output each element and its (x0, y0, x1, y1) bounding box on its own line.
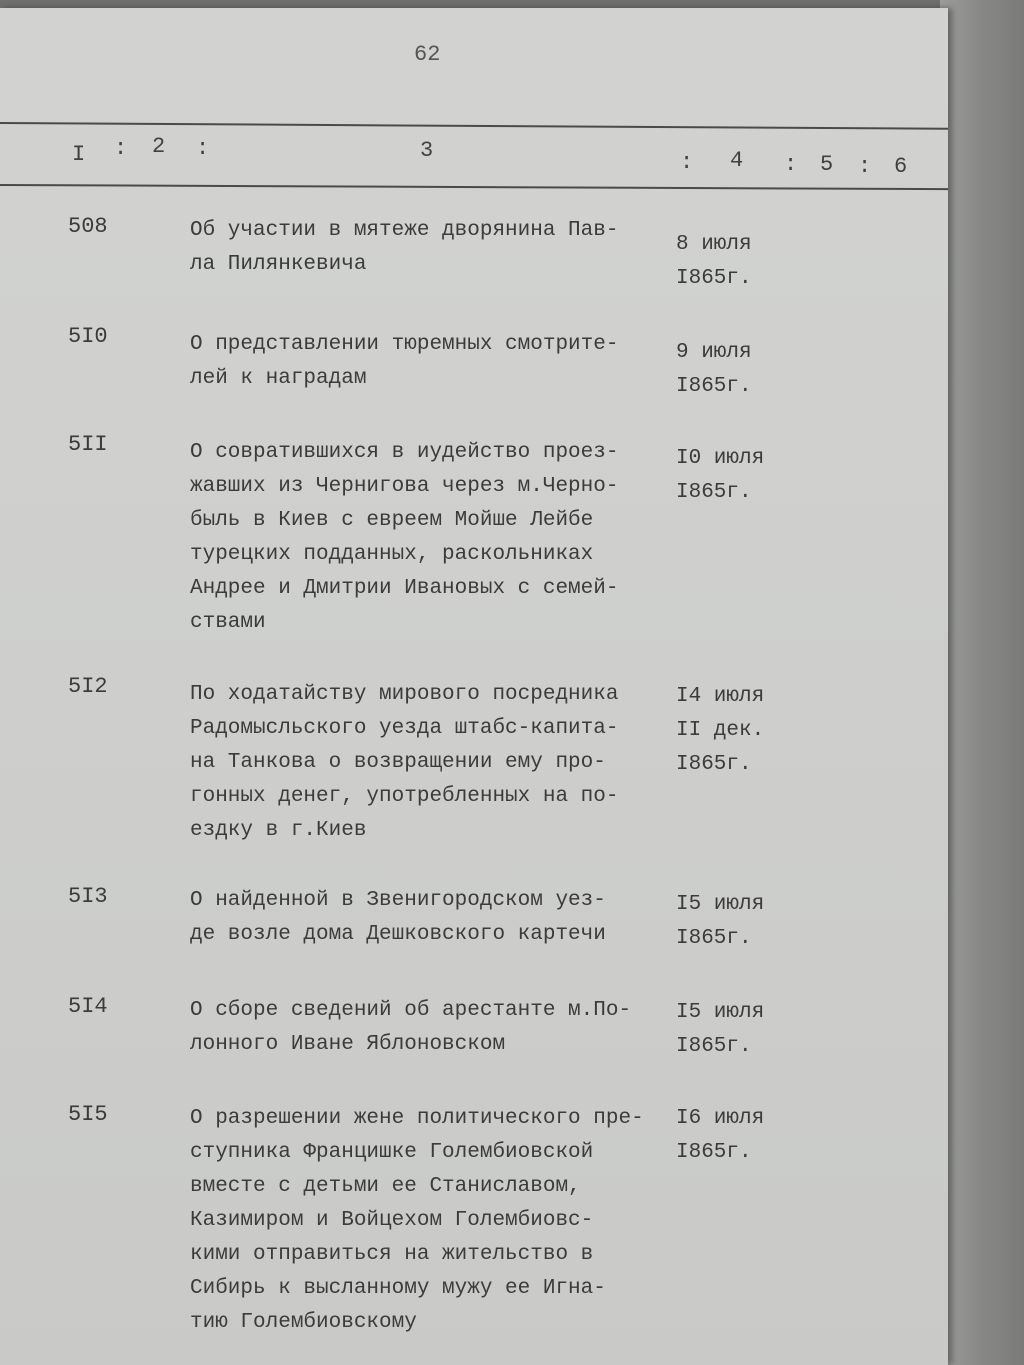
entry-number: 508 (68, 214, 108, 239)
column-separator: : (196, 136, 210, 161)
description-line: О найденной в Звенигородском уез- (190, 889, 606, 912)
entry-description (190, 678, 665, 848)
underlying-page-edge (940, 0, 1024, 1365)
column-header-2: 2 (152, 134, 166, 159)
column-separator: : (114, 136, 128, 161)
description-line: ствами (190, 611, 266, 634)
column-header-3: 3 (420, 138, 434, 163)
column-separator: : (680, 150, 694, 175)
entry-description (190, 1102, 665, 1340)
entry-number: 5I4 (68, 994, 108, 1019)
date-line: II дек. (676, 719, 765, 742)
entry-date (676, 996, 786, 1064)
date-line: I865г. (676, 1035, 752, 1058)
description-line: ла Пилянкевича (190, 253, 367, 276)
column-separator: : (784, 152, 798, 177)
description-line: О совратившихся в иудейство проез- (190, 441, 619, 464)
description-line: де возле дома Дешковского картечи (190, 923, 606, 946)
date-line: 8 июля (676, 233, 752, 256)
column-header-4: 4 (730, 148, 744, 173)
date-line: I0 июля (676, 447, 765, 470)
description-line: вместе с детьми ее Станиславом, (190, 1175, 581, 1198)
page-number: 62 (414, 42, 441, 67)
description-line: По ходатайству мирового посредника (190, 683, 619, 706)
description-line: жавших из Чернигова через м.Черно- (190, 475, 619, 498)
entry-number: 5I2 (68, 674, 108, 699)
description-line: быль в Киев с евреем Мойше Лейбе (190, 509, 594, 532)
description-line: О сборе сведений об арестанте м.По- (190, 999, 632, 1022)
description-line: лей к наградам (190, 367, 367, 390)
description-line: ездку в г.Киев (190, 819, 367, 842)
description-line: О разрешении жене политического пре- (190, 1107, 644, 1130)
description-line: гонных денег, употребленных на по- (190, 785, 619, 808)
description-line: на Танкова о возвращении ему про- (190, 751, 606, 774)
column-header-5: 5 (820, 152, 834, 177)
date-line: I865г. (676, 375, 752, 398)
column-separator: : (858, 154, 872, 179)
description-line: кими отправиться на жительство в (190, 1243, 594, 1266)
description-line: Казимиром и Войцехом Голембиовс- (190, 1209, 594, 1232)
date-line: I865г. (676, 481, 752, 504)
entry-number: 5I3 (68, 884, 108, 909)
date-line: I865г. (676, 753, 752, 776)
column-header-1: I (72, 142, 86, 167)
description-line: турецких подданных, раскольниках (190, 543, 594, 566)
entry-date (676, 336, 786, 404)
date-line: I865г. (676, 927, 752, 950)
date-line: I865г. (676, 267, 752, 290)
entry-description (190, 994, 665, 1062)
description-line: тию Голембиовскому (190, 1311, 417, 1334)
description-line: Радомысльского уезда штабс-капита- (190, 717, 619, 740)
entry-description (190, 328, 665, 396)
date-line: I6 июля (676, 1107, 765, 1130)
entry-date (676, 888, 786, 956)
entry-date (676, 442, 786, 510)
document-page (0, 8, 948, 1365)
description-line: ступника Францишке Голембиовской (190, 1141, 594, 1164)
description-line: Андрее и Дмитрии Ивановых с семей- (190, 577, 619, 600)
entry-date (676, 1102, 786, 1170)
header-bottom-rule (0, 184, 948, 190)
description-line: Об участии в мятеже дворянина Пав- (190, 219, 619, 242)
entry-number: 5I5 (68, 1102, 108, 1127)
date-line: 9 июля (676, 341, 752, 364)
description-line: лонного Иване Яблоновском (190, 1033, 506, 1056)
column-header-6: 6 (894, 154, 908, 179)
description-line: О представлении тюремных смотрите- (190, 333, 619, 356)
entry-number: 5I0 (68, 324, 108, 349)
description-line: Сибирь к высланному мужу ее Игна- (190, 1277, 606, 1300)
date-line: I5 июля (676, 893, 765, 916)
entry-description (190, 884, 665, 952)
date-line: I865г. (676, 1141, 752, 1164)
entry-date (676, 228, 786, 296)
entry-number: 5II (68, 432, 108, 457)
header-top-rule (0, 122, 948, 130)
entry-description (190, 214, 665, 282)
entry-date (676, 680, 786, 782)
entry-description (190, 436, 665, 640)
date-line: I5 июля (676, 1001, 765, 1024)
date-line: I4 июля (676, 685, 765, 708)
